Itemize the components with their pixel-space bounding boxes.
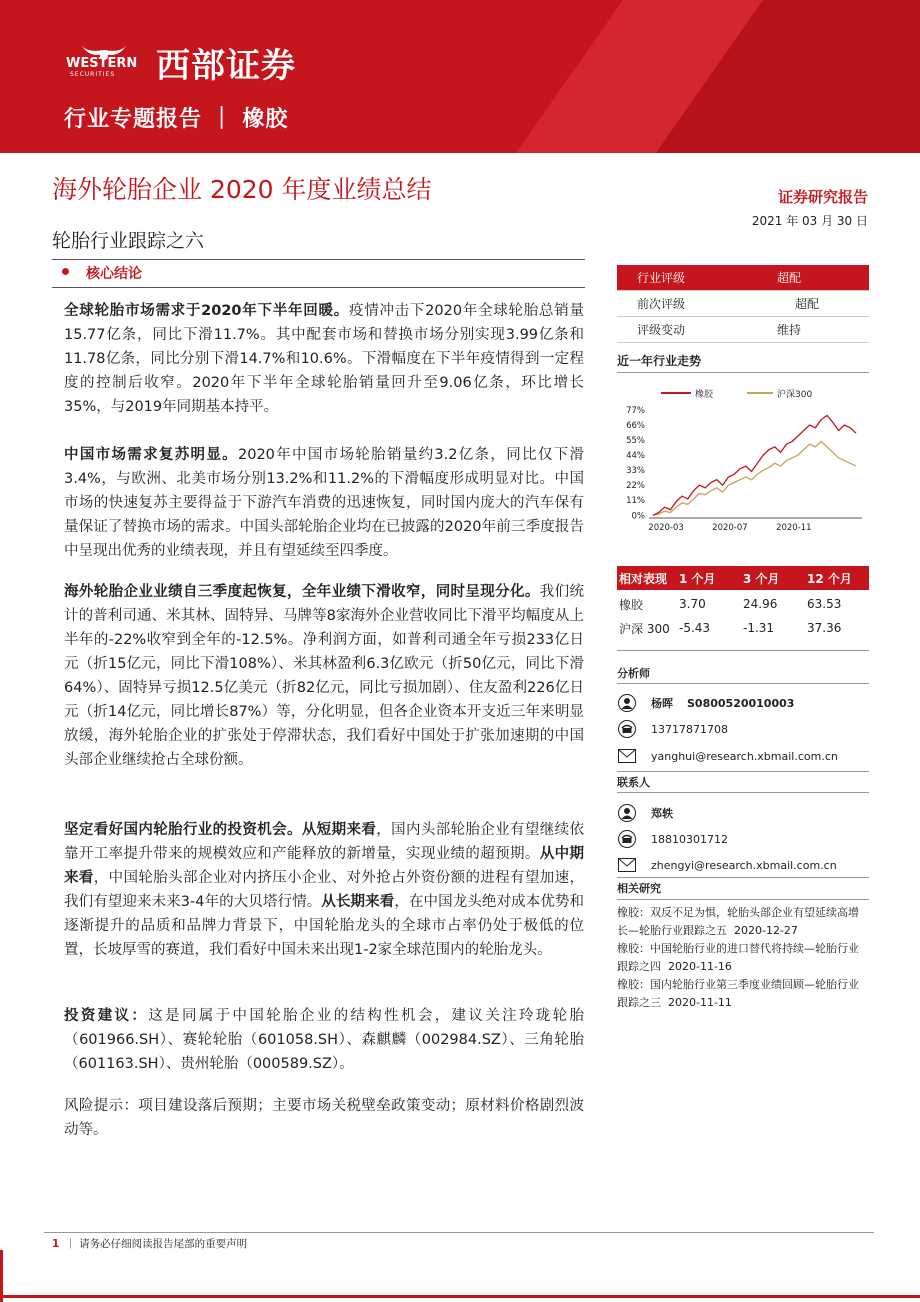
divider xyxy=(44,1232,874,1233)
divider xyxy=(617,372,869,373)
paragraph-lead: 坚定看好国内轮胎行业的投资机会。 xyxy=(64,822,302,838)
table-header-row xyxy=(617,566,869,590)
related-item-date: 2020-12-27 xyxy=(734,924,798,937)
related-item[interactable] xyxy=(617,940,869,976)
y-tick-label: 11% xyxy=(626,496,645,507)
table-cell: 沪深 300 xyxy=(619,621,670,636)
chart-legend xyxy=(661,388,812,400)
divider xyxy=(52,287,585,288)
paragraph-risk xyxy=(64,1094,584,1142)
table-header-cell: 相对表现 xyxy=(619,571,668,586)
doc-date: 2021 年 03 月 30 日 xyxy=(751,214,868,228)
paragraph-advice xyxy=(64,1004,584,1076)
analyst-name-row xyxy=(617,692,869,714)
x-axis xyxy=(648,523,811,533)
table-cell: 24.96 xyxy=(743,597,778,611)
paragraph-body: ，在中国龙头绝对成本优势和逐渐提升的品质和品牌力背景下，中国轮胎龙头的全球市占率仍处于极低的位置，长坡厚雪的赛道，我们看好中国未来出现1-2家全球范围内的轮胎龙头。 xyxy=(64,894,585,958)
table-cell: 63.53 xyxy=(807,597,842,611)
paragraph-lead: 海外轮胎企业业绩自三季度起恢复，全年业绩下滑收窄，同时呈现分化。 xyxy=(64,584,540,600)
table-row xyxy=(617,592,869,616)
y-tick-label: 55% xyxy=(626,436,645,447)
analyst-phone-row xyxy=(617,718,869,740)
paragraph-body: ，中国轮胎头部企业对内挤压小企业、对外抢占外资份额的进程有望加速，我们有望迎来未来3-4年的大贝塔行情。 xyxy=(64,870,585,910)
trend-title: 近一年行业走势 xyxy=(617,354,702,368)
report-type: 行业专题报告 ｜ 橡胶 xyxy=(64,107,289,132)
disclaimer-text: ｜ 请务必仔细阅读报告尾部的重要声明 xyxy=(65,1238,248,1250)
divider xyxy=(52,259,585,260)
y-tick-label: 66% xyxy=(626,421,645,432)
series-line xyxy=(653,416,856,516)
phone-icon xyxy=(617,719,637,739)
person-icon xyxy=(617,803,637,823)
paragraph-lead: 中国市场需求复苏明显。 xyxy=(64,447,238,463)
paragraph-global-demand xyxy=(64,299,584,419)
email-icon xyxy=(617,855,637,875)
contact-email-row xyxy=(617,854,869,876)
rating-key: 行业评级 xyxy=(637,271,686,285)
rating-value: 超配 xyxy=(795,297,820,311)
analyst-email-row xyxy=(617,745,869,767)
x-tick-label: 2020-03 xyxy=(648,523,684,533)
y-tick-label: 0% xyxy=(631,511,645,522)
logo-text-en-sub: SECURITIES xyxy=(70,71,116,78)
paragraph-body: 这是同属于中国轮胎企业的结构性机会，建议关注玲珑轮胎（601966.SH）、赛轮轮胎（601058.SH）、森麒麟（002984.SZ）、三角轮胎（601163.SH）、贵州轮胎（000589.SZ）。 xyxy=(64,1008,584,1072)
table-header-cell: 3 个月 xyxy=(743,571,780,586)
page-subtitle: 轮胎行业跟踪之六 xyxy=(52,230,205,252)
logo-text-cn: 西部证券 xyxy=(156,46,296,86)
related-item-date: 2020-11-16 xyxy=(668,960,732,973)
section-heading: 核心结论 xyxy=(86,266,142,282)
paragraph-term: 从短期来看 xyxy=(301,822,377,838)
analyst-phone: 13717871708 xyxy=(651,722,728,736)
contact-name: 郑轶 xyxy=(651,807,673,820)
related-item-text: 橡胶：中国轮胎行业的进口替代将持续—轮胎行业跟踪之四 xyxy=(617,942,859,973)
bullet-icon xyxy=(62,268,69,275)
rating-key: 前次评级 xyxy=(637,297,686,311)
paragraph-lead: 投资建议： xyxy=(64,1008,149,1024)
rating-table xyxy=(617,265,869,343)
table-cell: 3.70 xyxy=(679,597,706,611)
divider xyxy=(617,899,869,900)
paragraph-china-market xyxy=(64,443,584,563)
contact-phone-row xyxy=(617,828,869,850)
header-banner xyxy=(0,0,920,153)
paragraph-lead: 全球轮胎市场需求于2020年下半年回暖。 xyxy=(64,303,349,319)
divider xyxy=(617,771,869,772)
rating-row xyxy=(617,317,869,343)
paragraph-investment xyxy=(64,818,584,962)
y-tick-label: 77% xyxy=(626,406,645,416)
chart-lines xyxy=(653,416,856,516)
page-number: 1 xyxy=(52,1238,60,1250)
page-title: 海外轮胎企业 2020 年度业绩总结 xyxy=(52,175,432,204)
rating-value: 维持 xyxy=(777,323,802,337)
table-cell: 37.36 xyxy=(807,621,842,635)
paragraph-body: 风险提示：项目建设落后预期；主要市场关税壁垒政策变动；原材料价格剧烈波动等。 xyxy=(64,1098,584,1138)
paragraph-term: 从中期来看 xyxy=(64,846,585,886)
paragraph-body: ，国内头部轮胎企业有望继续依靠开工率提升带来的规模效应和产能释放的新增量，实现业绩的超预期。 xyxy=(64,822,585,862)
table-cell: -5.43 xyxy=(679,621,711,635)
contact-title: 联系人 xyxy=(617,776,650,789)
contact-email[interactable]: zhengyi@research.xbmail.com.cn xyxy=(651,858,837,872)
analyst-name: 杨晖 xyxy=(651,697,673,710)
related-item-text: 橡胶：双反不足为惧，轮胎头部企业有望延续高增长—轮胎行业跟踪之五 xyxy=(617,906,859,937)
related-item[interactable] xyxy=(617,904,869,940)
table-cell: 橡胶 xyxy=(619,597,644,612)
y-axis xyxy=(626,406,862,521)
analyst-title: 分析师 xyxy=(617,667,650,680)
rating-row xyxy=(617,265,869,291)
contact-name-row xyxy=(617,802,869,824)
paragraph-term: 从长期来看 xyxy=(321,894,395,910)
legend-label-rubber: 橡胶 xyxy=(695,390,714,400)
rating-row xyxy=(617,291,869,317)
table-cell: -1.31 xyxy=(743,621,775,635)
page-footer xyxy=(52,1236,247,1251)
series-line xyxy=(653,441,856,515)
paragraph-overseas xyxy=(64,580,584,772)
related-list xyxy=(617,904,869,1012)
person-icon xyxy=(617,693,637,713)
divider xyxy=(617,650,869,651)
performance-table xyxy=(617,566,869,640)
x-tick-label: 2020-11 xyxy=(776,523,812,533)
y-tick-label: 33% xyxy=(626,466,645,477)
divider xyxy=(617,792,869,793)
y-tick-label: 22% xyxy=(626,481,645,492)
divider xyxy=(617,683,869,684)
paragraph-body: 疫情冲击下2020年全球轮胎总销量15.77亿条，同比下滑11.7%。其中配套市场和替换市场分别实现3.99亿条和11.78亿条，同比分别下滑14.7%和10.6%。下滑幅度在下半年疫情得到一定程度的控制后收窄。2020年下半年全球轮胎销量回升至9.06亿条，环比增长35%，与2019年同期基本持平。 xyxy=(64,303,585,415)
doc-type: 证券研究报告 xyxy=(777,188,868,206)
paragraph-body: 2020年中国市场轮胎销量约3.2亿条，同比仅下滑3.4%，与欧洲、北美市场分别13.2%和11.2%的下滑幅度形成明显对比。中国市场的快速复苏主要得益于下游汽车消费的迅速恢复，同时国内庞大的汽车保有量保证了替换市场的需求。中国头部轮胎企业均在已披露的2020年前三季度报告中呈现出优秀的业绩表现，并且有望延续至四季度。 xyxy=(64,447,584,559)
related-item[interactable] xyxy=(617,976,869,1012)
trend-chart xyxy=(617,380,869,540)
rating-key: 评级变动 xyxy=(637,323,686,337)
table-row xyxy=(617,616,869,640)
related-item-text: 橡胶：国内轮胎行业第三季度业绩回顾—轮胎行业跟踪之三 xyxy=(617,978,859,1009)
legend-label-csi300: 沪深300 xyxy=(777,390,813,400)
analyst-cert: S0800520010003 xyxy=(687,696,795,710)
related-item-date: 2020-11-11 xyxy=(668,996,732,1009)
corner-decoration xyxy=(0,1295,920,1298)
logo-text-en: WESTERN xyxy=(66,56,138,71)
divider xyxy=(617,877,869,878)
analyst-email[interactable]: yanghui@research.xbmail.com.cn xyxy=(651,749,838,763)
paragraph-body: 我们统计的普利司通、米其林、固特异、马牌等8家海外企业营收同比下滑平均幅度从上半年的-22%收窄到全年的-12.5%。净利润方面，如普利司通全年亏损233亿日元（折15亿元，同比下滑108%）、米其林盈利6.3亿欧元（折50亿元，同比下滑64%）、固特异亏损12.5亿美元（折82亿元，同比亏损加剧）、住友盈利226亿日元（折14亿元，同比增长87%）等，分化明显，但各企业资本开支近三年来明显放缓，海外轮胎企业的扩张处于停滞状态，我们看好中国处于扩张加速期的中国头部企业继续抢占全球份额。 xyxy=(64,584,585,768)
y-tick-label: 44% xyxy=(626,451,645,462)
contact-phone: 18810301712 xyxy=(651,832,728,846)
table-header-cell: 12 个月 xyxy=(807,571,852,586)
x-tick-label: 2020-07 xyxy=(712,523,748,533)
rating-value: 超配 xyxy=(777,271,802,285)
related-title: 相关研究 xyxy=(617,882,661,895)
email-icon xyxy=(617,746,637,766)
table-header-cell: 1 个月 xyxy=(679,571,716,586)
phone-icon xyxy=(617,829,637,849)
